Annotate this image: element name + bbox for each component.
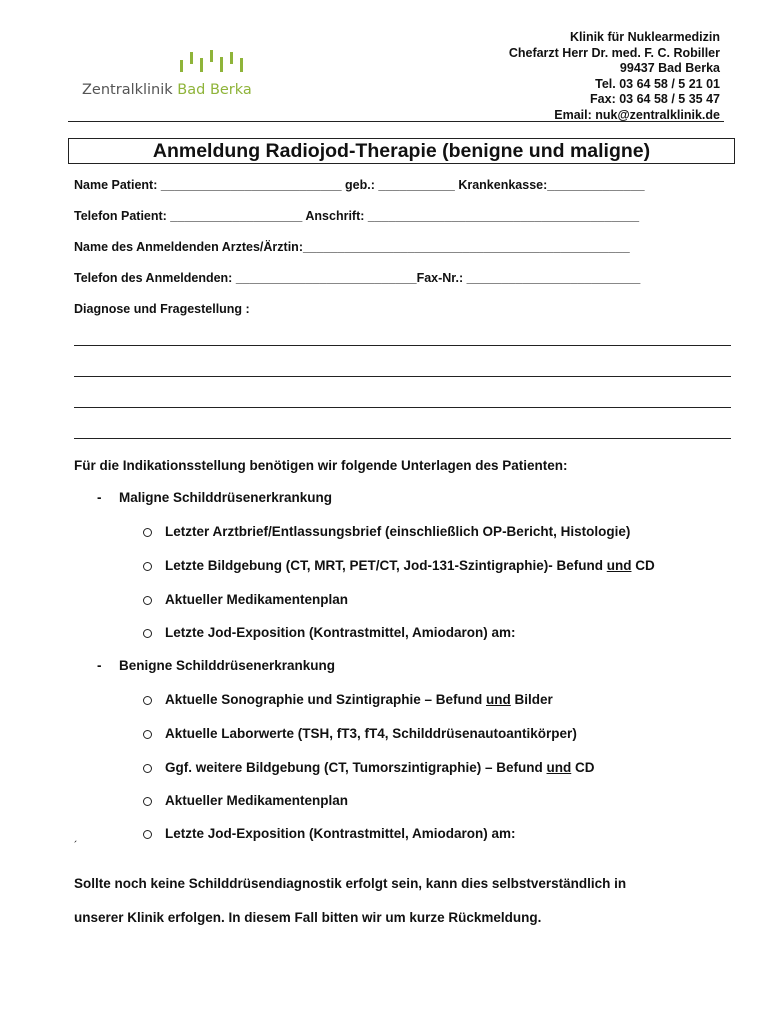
clinic-logo	[82, 48, 272, 104]
circle-bullet-icon	[143, 730, 152, 739]
dash-bullet: -	[97, 658, 102, 673]
patient-name-row[interactable]: Name Patient: __________________________ geb.: ___________ Krankenkasse:______________	[74, 178, 645, 192]
closing-text-line: unserer Klinik erfolgen. In diesem Fall bitten wir um kurze Rückmeldung.	[74, 910, 542, 925]
circle-bullet-icon	[143, 596, 152, 605]
diagnosis-line[interactable]	[74, 438, 731, 439]
benigne-category: - Benigne Schilddrüsenerkrankung	[97, 658, 336, 673]
department-name: Klinik für Nuklearmedizin	[569, 30, 720, 44]
diagnosis-label: Diagnose und Fragestellung :	[74, 302, 250, 316]
circle-bullet-icon	[143, 830, 152, 839]
diagnosis-line[interactable]	[74, 407, 731, 408]
referring-doctor-row[interactable]: Name des Anmeldenden Arztes/Ärztin:_______________________________________________	[74, 240, 630, 254]
list-item: Aktuelle Laborwerte (TSH, fT3, fT4, Schilddrüsenautoantikörper)	[165, 726, 577, 741]
circle-bullet-icon	[143, 696, 152, 705]
phone-number: Tel. 03 64 58 / 5 21 01	[595, 76, 720, 91]
closing-text-line: Sollte noch keine Schilddrüsendiagnostik erfolgt sein, kann dies selbstverständlich in	[74, 876, 627, 891]
circle-bullet-icon	[143, 764, 152, 773]
clinic-contact-block	[509, 30, 720, 123]
bar-mark-icon	[178, 48, 254, 76]
header-divider	[68, 121, 724, 122]
list-item: Aktueller Medikamentenplan	[165, 793, 348, 808]
list-item: Letzter Arztbrief/Entlassungsbrief (einschließlich OP-Bericht, Histologie)	[165, 524, 630, 539]
form-title: Anmeldung Radiojod-Therapie (benigne und maligne)	[68, 138, 735, 164]
referrer-contact-row[interactable]: Telefon des Anmeldenden: __________________________Fax-Nr.: _________________________	[74, 271, 641, 285]
list-item: Letzte Jod-Exposition (Kontrastmittel, Amiodaron) am:	[165, 625, 516, 640]
list-item: Letzte Bildgebung (CT, MRT, PET/CT, Jod-131-Szintigraphie)- Befund und CD	[165, 558, 655, 573]
maligne-category: - Maligne Schilddrüsenerkrankung	[97, 490, 333, 505]
circle-bullet-icon	[143, 797, 152, 806]
requirements-intro: Für die Indikationsstellung benötigen wir folgende Unterlagen des Patienten:	[74, 458, 568, 473]
patient-phone-row[interactable]: Telefon Patient: ___________________ Anschrift: _______________________________________	[74, 209, 640, 223]
dash-bullet: -	[97, 490, 102, 505]
chief-physician: Chefarzt Herr Dr. med. F. C. Robiller	[508, 45, 720, 60]
list-item: Ggf. weitere Bildgebung (CT, Tumorszintigraphie) – Befund und CD	[165, 760, 595, 775]
list-item: Aktuelle Sonographie und Szintigraphie – Befund und Bilder	[165, 692, 553, 707]
diagnosis-line[interactable]	[74, 345, 731, 346]
diagnosis-line[interactable]	[74, 376, 731, 377]
circle-bullet-icon	[143, 528, 152, 537]
circle-bullet-icon	[143, 562, 152, 571]
stray-mark: ´	[74, 840, 78, 852]
fax-number: Fax: 03 64 58 / 5 35 47	[590, 92, 720, 106]
circle-bullet-icon	[143, 629, 152, 638]
email-address: Email: nuk@zentralklinik.de	[554, 107, 720, 122]
list-item: Letzte Jod-Exposition (Kontrastmittel, Amiodaron) am:	[165, 826, 516, 841]
postal-address: 99437 Bad Berka	[619, 61, 720, 75]
logo-wordmark: Zentralklinik Bad Berka	[82, 82, 252, 98]
list-item: Aktueller Medikamentenplan	[165, 592, 348, 607]
